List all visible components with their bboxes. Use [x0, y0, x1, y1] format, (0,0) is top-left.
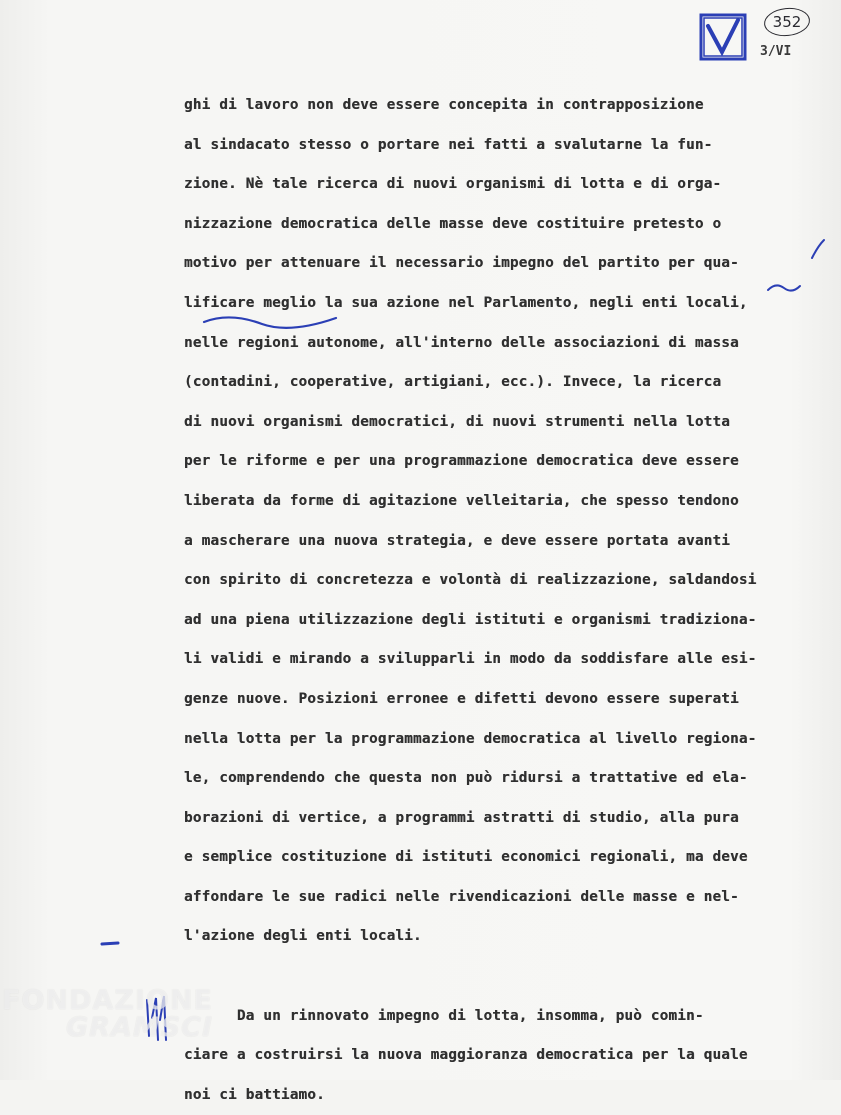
text-line: ad una piena utilizzazione degli istituti e organismi tradiziona- — [184, 611, 757, 628]
typed-body-text — [184, 86, 824, 1115]
text-line: Da un rinnovato impegno di lotta, insomma, può comin- — [184, 1007, 704, 1024]
text-line: borazioni di vertice, a programmi astratti di studio, alla pura — [184, 809, 739, 826]
text-line: le, comprendendo che questa non può ridursi a trattative ed ela- — [184, 770, 748, 787]
text-line: e semplice costituzione di istituti economici regionali, ma deve — [184, 849, 748, 866]
blank-line — [184, 957, 824, 997]
text-line: affondare le sue radici nelle rivendicazioni delle masse e nel- — [184, 888, 739, 905]
text-line: nizzazione democratica delle masse deve costituire pretesto o — [184, 215, 722, 232]
text-line: nelle regioni autonome, all'interno delle associazioni di massa — [184, 334, 739, 351]
text-line: nella lotta per la programmazione democratica al livello regiona- — [184, 730, 757, 747]
text-line: a mascherare una nuova strategia, e deve essere portata avanti — [184, 532, 731, 549]
text-line: (contadini, cooperative, artigiani, ecc.). Invece, la ricerca — [184, 374, 722, 391]
text-line: l'azione degli enti locali. — [184, 928, 422, 945]
text-line: di nuovi organismi democratici, di nuovi strumenti nella lotta — [184, 413, 731, 430]
text-line: li validi e mirando a svilupparli in modo da soddisfare alle esi- — [184, 651, 757, 668]
pen-dash-mark-icon — [102, 943, 118, 944]
text-line: ciare a costruirsi la nuova maggioranza democratica per la quale — [184, 1047, 748, 1064]
checkmark-stamp-icon — [698, 12, 748, 62]
archive-watermark: FONDAZIONE GRAMSCI — [2, 985, 214, 1043]
section-reference: 3/VI — [760, 44, 792, 59]
text-line: per le riforme e per una programmazione democratica deve essere — [184, 453, 739, 470]
text-line: motivo per attenuare il necessario impegno del partito per qua- — [184, 255, 739, 272]
text-line: zione. Nè tale ricerca di nuovi organismi di lotta e di orga- — [184, 176, 722, 193]
text-line: al sindacato stesso o portare nei fatti a svalutarne la fun- — [184, 136, 713, 153]
text-line: liberata da forme di agitazione velleitaria, che spesso tendono — [184, 492, 739, 509]
text-line: genze nuove. Posizioni erronee e difetti devono essere superati — [184, 690, 739, 707]
text-line: con spirito di concretezza e volontà di realizzazione, saldandosi — [184, 572, 757, 589]
text-line: ghi di lavoro non deve essere concepita in contrapposizione — [184, 97, 704, 113]
page-number: 352 — [764, 8, 810, 36]
text-line: noi ci battiamo. — [184, 1086, 325, 1103]
text-line: lificare meglio la sua azione nel Parlamento, negli enti locali, — [184, 294, 748, 311]
